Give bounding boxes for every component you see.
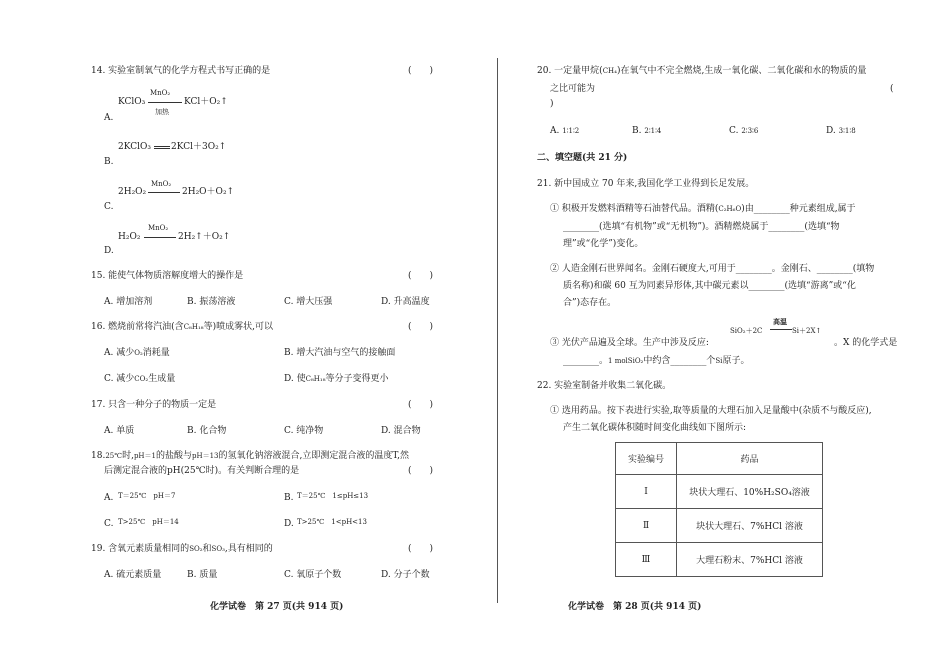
q20-option-c: C. 2∶3∶6 — [729, 126, 759, 136]
table-cell: 块状大理石、7%HCl 溶液 — [677, 509, 823, 543]
q16-option-b: B. 增大汽油与空气的接触面 — [284, 348, 396, 358]
q20-option-d: D. 3∶1∶8 — [826, 126, 856, 136]
q19-stem: 19. 含氧元素质量相同的SO₂和SO₃,具有相同的 — [91, 544, 273, 554]
q14-b-lhs: 2KClO₃ — [118, 142, 151, 152]
q17-paren: ( ) — [408, 400, 434, 410]
q18-option-b: T＝25℃ 1≤pH≤13 — [297, 492, 369, 500]
table-header-cell: 药品 — [677, 443, 823, 475]
q20-line1: 20. 一定量甲烷(CH₄)在氧气中不完全燃烧,生成一氧化碳、二氧化碳和水的物质的量 — [537, 66, 867, 76]
q18-option-c-label: C. — [104, 519, 114, 529]
q18-option-d: T>25℃ 1<pH<13 — [297, 518, 367, 526]
q21-part1-line3: 理”或“化学”)变化。 — [563, 239, 644, 249]
q22-part1-line2: 产生二氧化碳体积随时间变化曲线如下图所示: — [563, 423, 747, 433]
q16-stem-pre: 16. 燃烧前常将汽油(含 — [91, 322, 184, 332]
left-page-footer: 化学试卷 第 27 页(共 914 页) — [210, 602, 344, 612]
q14-c-rhs: 2H₂O＋O₂↑ — [182, 187, 235, 197]
q15-option-c: C. 增大压强 — [284, 297, 333, 307]
q14-stem: 14. 实验室制氧气的化学方程式书写正确的是 — [91, 66, 271, 76]
q14-a-catalyst: MnO₂ — [150, 89, 171, 97]
q18-paren: ( ) — [408, 466, 434, 476]
table-cell: 块状大理石、10%H₂SO₄溶液 — [677, 475, 823, 509]
q15-option-d: D. 升高温度 — [381, 297, 430, 307]
q14-d-rhs: 2H₂↑＋O₂↑ — [178, 232, 231, 242]
q14-b-label: B. — [104, 157, 114, 167]
q21-eq-rhs: Si＋2X↑ — [792, 327, 822, 335]
q17-option-c: C. 纯净物 — [284, 426, 324, 436]
q18-line1: 18.25℃时,pH＝1的盐酸与pH＝13的氢氧化钠溶液混合,立即测定混合液的温度T,然 — [91, 451, 409, 461]
q14-a-arrow — [148, 102, 182, 103]
q14-c-label: C. — [104, 202, 114, 212]
q22-part1-line1: ① 选用药品。按下表进行实验,取等质量的大理石加入足量酸中(杂质不与酸反应), — [550, 406, 872, 416]
q17-option-d: D. 混合物 — [381, 426, 421, 436]
q18-option-d-label: D. — [284, 519, 294, 529]
q14-d-label: D. — [104, 246, 114, 256]
page-divider — [497, 58, 498, 603]
q14-b-eq — [154, 146, 170, 147]
table-cell: Ⅱ — [616, 509, 677, 543]
q14-a-rhs: KCl＋O₂↑ — [184, 97, 228, 107]
table-header-cell: 实验编号 — [616, 443, 677, 475]
table-row — [616, 509, 823, 543]
q15-stem: 15. 能使气体物质溶解度增大的操作是 — [91, 271, 244, 281]
q18-line2: 后测定混合液的pH(25℃时)。有关判断合理的是 — [104, 466, 300, 476]
right-page-footer: 化学试卷 第 28 页(共 914 页) — [568, 602, 702, 612]
q15-paren: ( ) — [408, 271, 434, 281]
q20-paren-close: ) — [550, 99, 554, 109]
q21-part1-line2: ________(选填“有机物”或“无机物”)。酒精燃烧属于________(选填“物 — [563, 222, 840, 232]
q21-eq-condition: 高温 — [773, 317, 787, 326]
q20-line2: 之比可能为 — [550, 84, 596, 94]
q18-option-c: T>25℃ pH＝14 — [118, 518, 179, 526]
q14-a-lhs: KClO₃ — [118, 97, 146, 107]
q21-part1-line1: ① 积极开发燃料酒精等石油替代品。酒精(C₂H₆O)由________种元素组成,属于 — [550, 204, 856, 214]
q21-part3-line2: ________。1 molSiO₂中约含________个Si原子。 — [563, 356, 750, 366]
q16-option-d: D. 使C₈H₁₈等分子变得更小 — [284, 374, 389, 384]
q18-option-b-label: B. — [284, 493, 294, 503]
q19-option-b: B. 质量 — [187, 570, 218, 580]
q16-option-c: C. 减少CO₂生成量 — [104, 374, 176, 384]
q21-part2-line1: ② 人造金刚石世界闻名。金刚石硬度大,可用于________。金刚石、________(填物 — [550, 264, 875, 274]
q14-b-eq2 — [154, 148, 170, 149]
q14-b-rhs: 2KCl＋3O₂↑ — [171, 142, 227, 152]
q16-stem — [91, 321, 273, 333]
table-row — [616, 543, 823, 577]
q21-part2-line2: 质名称)和碳 60 互为同素异形体,其中碳元素以________(选填“游离”或“化 — [563, 281, 856, 291]
q14-c-catalyst: MnO₂ — [151, 180, 172, 188]
q19-option-a: A. 硫元素质量 — [104, 570, 162, 580]
q14-c-arrow — [148, 192, 180, 193]
q16-stem-post: 等)喷成雾状,可以 — [203, 322, 273, 332]
q21-part2-line3: 合”)态存在。 — [563, 298, 617, 308]
q21-eq-arrow — [770, 329, 792, 330]
table-cell: 大理石粉末、7%HCl 溶液 — [677, 543, 823, 577]
q14-d-arrow — [144, 237, 176, 238]
q21-stem: 21. 新中国成立 70 年来,我国化学工业得到长足发展。 — [537, 179, 755, 189]
table-cell: Ⅰ — [616, 475, 677, 509]
table-cell: Ⅲ — [616, 543, 677, 577]
q14-c-lhs: 2H₂O₂ — [118, 187, 147, 197]
q21-eq-lhs: SiO₂＋2C — [730, 327, 763, 335]
q14-d-catalyst: MnO₂ — [148, 224, 169, 232]
q14-d-lhs: H₂O₂ — [118, 232, 141, 242]
q14-a-label: A. — [104, 113, 114, 123]
q21-part3-line1: ③ 光伏产品遍及全球。生产中涉及反应: — [550, 338, 709, 348]
q18-option-a-label: A. — [104, 493, 114, 503]
q14-paren: ( ) — [408, 66, 434, 76]
q19-option-c: C. 氧原子个数 — [284, 570, 342, 580]
q22-stem: 22. 实验室制备并收集二氧化碳。 — [537, 381, 672, 391]
q17-option-b: B. 化合物 — [187, 426, 227, 436]
q21-part3-line1-post: 。X 的化学式是 — [834, 338, 898, 348]
q19-option-d: D. 分子个数 — [381, 570, 430, 580]
q16-paren: ( ) — [408, 322, 434, 332]
q20-option-a: A. 1∶1∶2 — [550, 126, 580, 136]
q19-paren: ( ) — [408, 544, 434, 554]
table-row — [616, 475, 823, 509]
q17-stem: 17. 只含一种分子的物质一定是 — [91, 400, 217, 410]
section-heading: 二、填空题(共 21 分) — [537, 153, 628, 163]
q15-option-a: A. 增加溶剂 — [104, 297, 153, 307]
q18-option-a: T＝25℃ pH＝7 — [118, 492, 176, 500]
q14-a-heat: 加热 — [155, 108, 169, 116]
q16-formula: C₈H₁₈ — [183, 323, 204, 331]
q20-option-b: B. 2∶1∶4 — [632, 126, 662, 136]
q16-option-a: A. 减少O₂消耗量 — [104, 348, 170, 358]
q17-option-a: A. 单质 — [104, 426, 135, 436]
q15-option-b: B. 振荡溶液 — [187, 297, 236, 307]
q20-paren-open: ( — [890, 84, 894, 94]
experiment-table — [615, 442, 823, 577]
table-header-row — [616, 443, 823, 475]
